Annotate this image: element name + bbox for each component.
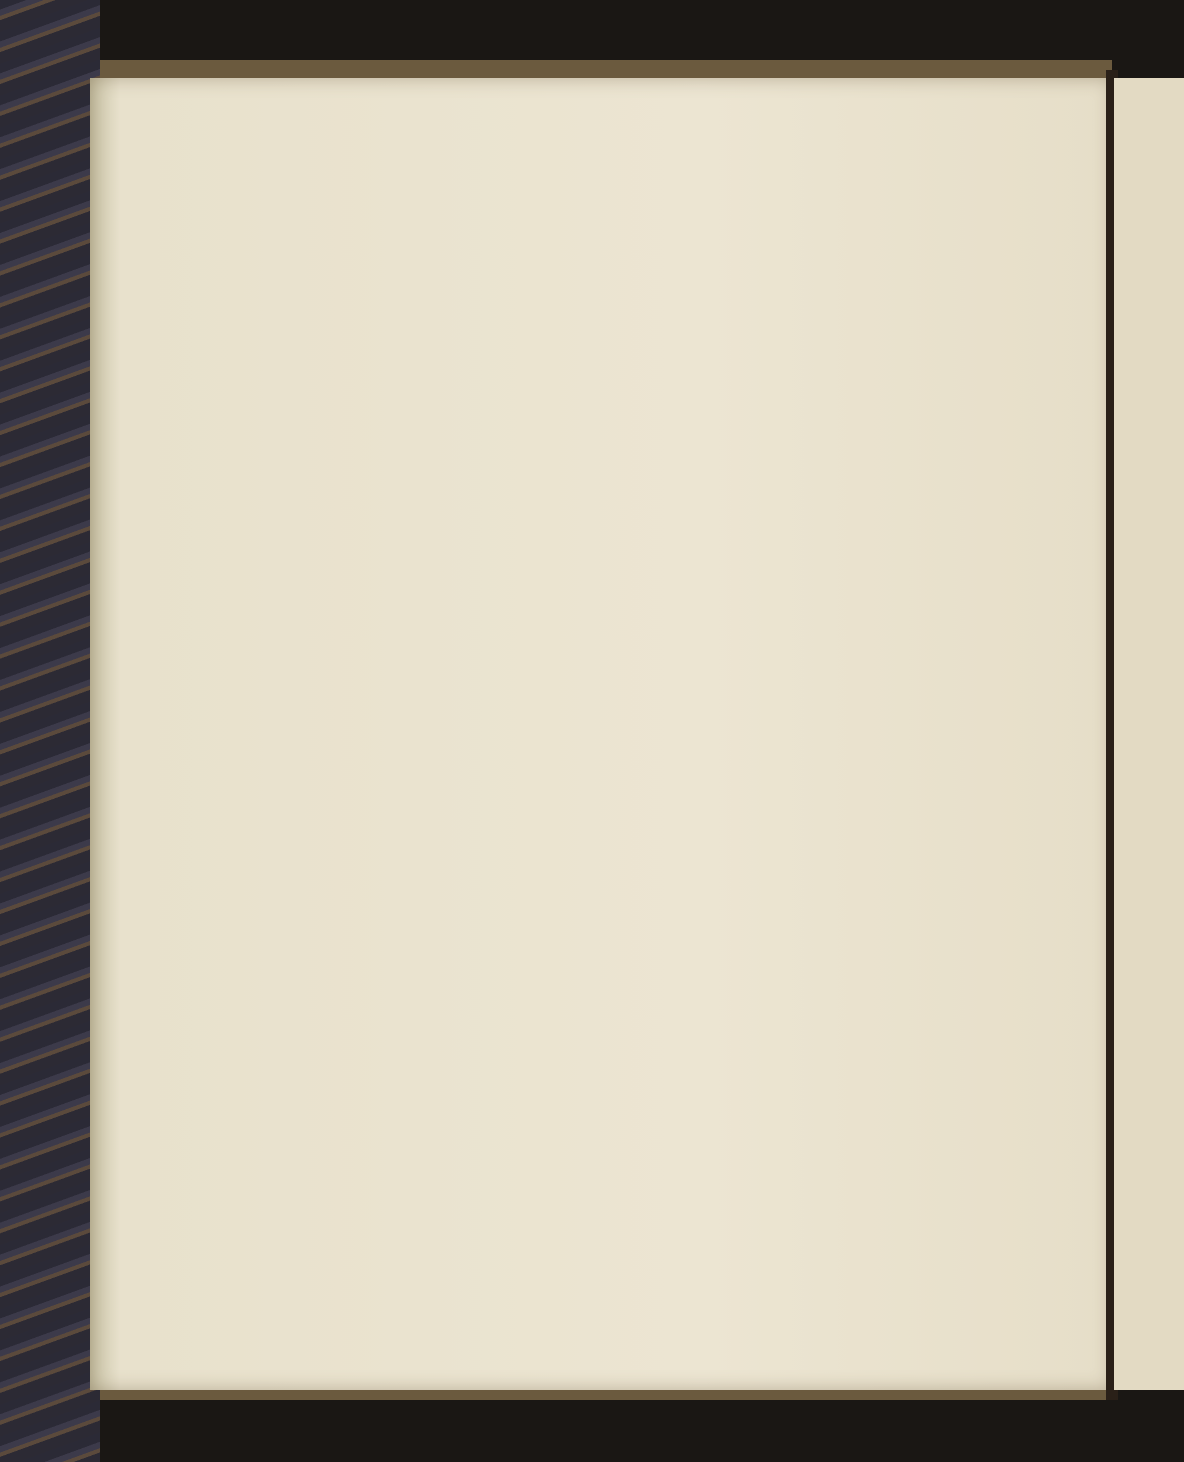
next-page-strip bbox=[1114, 78, 1184, 1390]
book-binding bbox=[0, 0, 100, 1462]
book-page bbox=[90, 78, 1112, 1390]
